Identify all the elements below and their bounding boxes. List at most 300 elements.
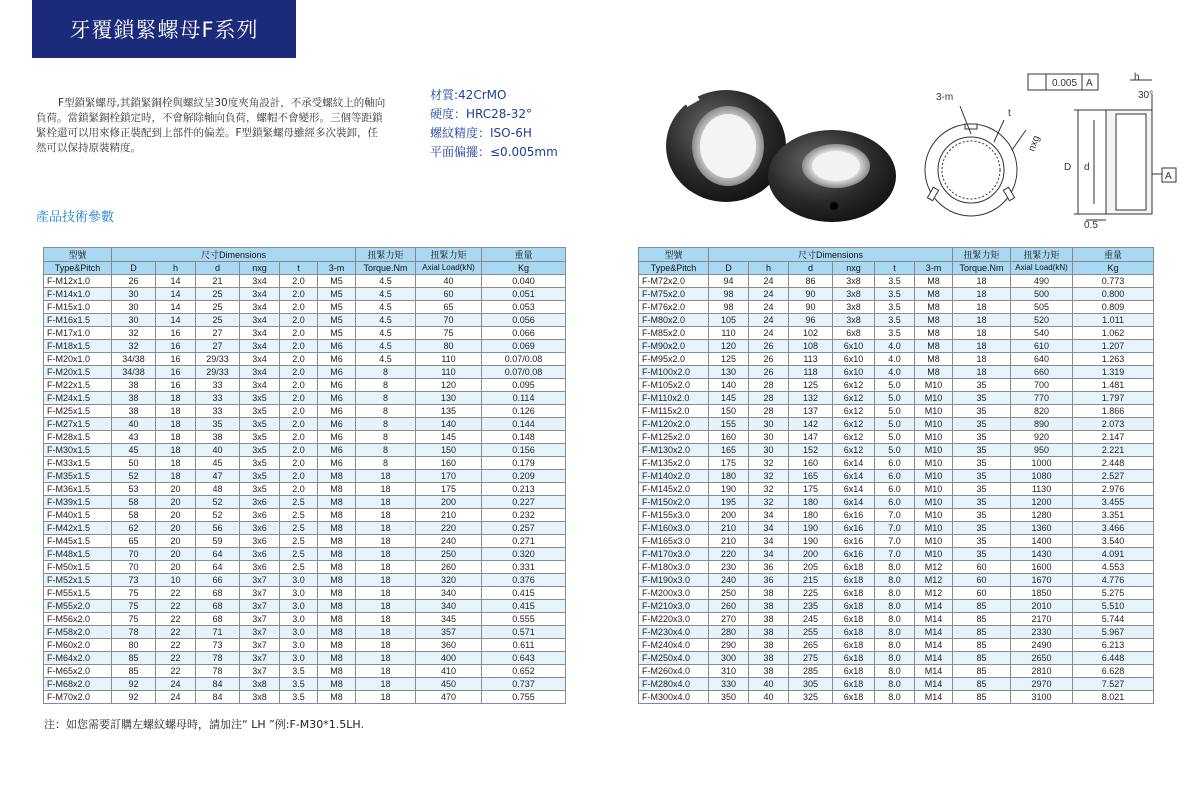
cell-t: 8.0 [875, 626, 915, 639]
cell-D: 125 [709, 353, 749, 366]
cell-D: 210 [709, 535, 749, 548]
cell-torque: 8 [356, 379, 416, 392]
cell-weight: 0.07/0.08 [482, 366, 566, 379]
cell-d: 33 [196, 379, 240, 392]
cell-axial: 1080 [1011, 470, 1073, 483]
cell-3m: M10 [915, 535, 953, 548]
cell-h: 16 [156, 353, 196, 366]
cell-nxg: 6x18 [833, 574, 875, 587]
cell-weight: 0.271 [482, 535, 566, 548]
table-row [639, 613, 1154, 626]
cell-model: F-M60x2.0 [44, 639, 112, 652]
cell-weight: 3.466 [1073, 522, 1154, 535]
cell-3m: M10 [915, 431, 953, 444]
cell-nxg: 6x12 [833, 392, 875, 405]
cell-weight: 1.207 [1073, 340, 1154, 353]
cell-torque: 35 [953, 392, 1011, 405]
cell-h: 34 [749, 509, 789, 522]
cell-model: F-M24x1.5 [44, 392, 112, 405]
cell-nxg: 6x16 [833, 509, 875, 522]
table-row [639, 665, 1154, 678]
cell-D: 80 [112, 639, 156, 652]
cell-axial: 890 [1011, 418, 1073, 431]
cell-model: F-M48x1.5 [44, 548, 112, 561]
cell-torque: 18 [356, 470, 416, 483]
cell-t: 5.0 [875, 418, 915, 431]
cell-weight: 0.069 [482, 340, 566, 353]
th-axial: 扭緊力矩 [416, 248, 482, 262]
cell-nxg: 6x16 [833, 535, 875, 548]
cell-axial: 140 [416, 418, 482, 431]
cell-axial: 340 [416, 587, 482, 600]
cell-t: 2.0 [280, 340, 318, 353]
th-D: D [709, 262, 749, 275]
table-row [639, 444, 1154, 457]
cell-D: 92 [112, 691, 156, 704]
table-row [44, 600, 566, 613]
cell-model: F-M30x1.5 [44, 444, 112, 457]
cell-h: 30 [749, 418, 789, 431]
cell-model: F-M76x2.0 [639, 301, 709, 314]
cell-weight: 0.800 [1073, 288, 1154, 301]
cell-nxg: 3x6 [240, 561, 280, 574]
cell-h: 38 [749, 613, 789, 626]
cell-nxg: 6x18 [833, 652, 875, 665]
table-row [44, 405, 566, 418]
th-torque-unit: Torque.Nm [356, 262, 416, 275]
cell-D: 250 [709, 587, 749, 600]
table-row [44, 678, 566, 691]
table-row [639, 678, 1154, 691]
cell-3m: M8 [318, 626, 356, 639]
table-row [44, 561, 566, 574]
cell-nxg: 6x12 [833, 418, 875, 431]
cell-weight: 1.866 [1073, 405, 1154, 418]
label-D: D [1064, 162, 1072, 173]
cell-axial: 2970 [1011, 678, 1073, 691]
cell-h: 14 [156, 301, 196, 314]
cell-D: 26 [112, 275, 156, 288]
cell-axial: 2330 [1011, 626, 1073, 639]
cell-torque: 18 [356, 483, 416, 496]
cell-weight: 0.611 [482, 639, 566, 652]
intro-paragraph: F型鎖緊螺母,其鎖緊銅栓與螺紋呈30度夾角設計，不承受螺紋上的軸向負荷。當鎖緊銅栓鎖定時，不會解除軸向負荷，螺帽不會變形。三個等距鎖緊栓還可以用來修正裝配到上部件的偏差。F型鎖緊螺母雖經多次裝卸，任然可以保持原裝精度。 [36, 97, 386, 154]
cell-axial: 260 [416, 561, 482, 574]
cell-axial: 1280 [1011, 509, 1073, 522]
spec-thread-accuracy: 螺紋精度：ISO-6H [430, 126, 532, 140]
cell-torque: 85 [953, 600, 1011, 613]
cell-torque: 4.5 [356, 288, 416, 301]
cell-3m: M14 [915, 613, 953, 626]
cell-model: F-M12x1.0 [44, 275, 112, 288]
cell-torque: 85 [953, 626, 1011, 639]
cell-D: 38 [112, 379, 156, 392]
table-row [639, 639, 1154, 652]
cell-torque: 4.5 [356, 327, 416, 340]
cell-nxg: 6x12 [833, 444, 875, 457]
cell-nxg: 6x18 [833, 561, 875, 574]
table-row [44, 509, 566, 522]
cell-t: 7.0 [875, 535, 915, 548]
cell-model: F-M50x1.5 [44, 561, 112, 574]
cell-t: 3.0 [280, 587, 318, 600]
th-axial-unit: Axial Load(kN) [416, 262, 482, 275]
cell-h: 18 [156, 431, 196, 444]
cell-nxg: 3x4 [240, 275, 280, 288]
cell-torque: 35 [953, 522, 1011, 535]
cell-torque: 18 [356, 678, 416, 691]
cell-D: 50 [112, 457, 156, 470]
cell-3m: M6 [318, 353, 356, 366]
cell-t: 6.0 [875, 457, 915, 470]
cell-t: 3.5 [875, 327, 915, 340]
cell-h: 18 [156, 470, 196, 483]
cell-weight: 5.967 [1073, 626, 1154, 639]
cell-d: 142 [789, 418, 833, 431]
footnote: 注：如您需要訂購左螺紋螺母時，請加注“ LH ”例:F-M30*1.5LH. [44, 718, 364, 731]
cell-torque: 8 [356, 431, 416, 444]
cell-model: F-M130x2.0 [639, 444, 709, 457]
cell-3m: M6 [318, 431, 356, 444]
cell-nxg: 3x8 [833, 288, 875, 301]
cell-t: 3.0 [280, 600, 318, 613]
cell-t: 4.0 [875, 353, 915, 366]
cell-axial: 65 [416, 301, 482, 314]
cell-model: F-M70x2.0 [44, 691, 112, 704]
cell-torque: 18 [356, 665, 416, 678]
cell-t: 6.0 [875, 483, 915, 496]
cell-weight: 6.213 [1073, 639, 1154, 652]
cell-D: 38 [112, 392, 156, 405]
cell-weight: 0.056 [482, 314, 566, 327]
cell-axial: 340 [416, 600, 482, 613]
cell-d: 165 [789, 470, 833, 483]
cell-axial: 700 [1011, 379, 1073, 392]
cell-weight: 2.448 [1073, 457, 1154, 470]
cell-h: 24 [156, 678, 196, 691]
th-type-pitch: Type&Pitch [44, 262, 112, 275]
cell-axial: 320 [416, 574, 482, 587]
cell-weight: 8.021 [1073, 691, 1154, 704]
cell-nxg: 6x10 [833, 340, 875, 353]
cell-h: 28 [749, 405, 789, 418]
cell-h: 16 [156, 379, 196, 392]
table-row [44, 340, 566, 353]
cell-axial: 820 [1011, 405, 1073, 418]
cell-h: 20 [156, 548, 196, 561]
cell-d: 73 [196, 639, 240, 652]
cell-model: F-M52x1.5 [44, 574, 112, 587]
cell-h: 14 [156, 314, 196, 327]
cell-axial: 2490 [1011, 639, 1073, 652]
cell-D: 310 [709, 665, 749, 678]
table-row [639, 275, 1154, 288]
cell-t: 2.0 [280, 418, 318, 431]
cell-D: 75 [112, 613, 156, 626]
cell-axial: 1130 [1011, 483, 1073, 496]
cell-axial: 110 [416, 366, 482, 379]
cell-d: 27 [196, 327, 240, 340]
cell-t: 3.5 [875, 288, 915, 301]
cell-3m: M10 [915, 483, 953, 496]
material-specs [430, 86, 558, 162]
cell-d: 152 [789, 444, 833, 457]
cell-D: 30 [112, 314, 156, 327]
label-3m: 3-m [936, 92, 954, 103]
cell-3m: M8 [915, 340, 953, 353]
th-d: d [789, 262, 833, 275]
cell-3m: M6 [318, 405, 356, 418]
cell-model: F-M36x1.5 [44, 483, 112, 496]
cell-D: 58 [112, 496, 156, 509]
cell-nxg: 3x6 [240, 548, 280, 561]
cell-t: 2.0 [280, 288, 318, 301]
table-row [44, 483, 566, 496]
cell-3m: M8 [915, 275, 953, 288]
cell-d: 29/33 [196, 366, 240, 379]
cell-h: 18 [156, 444, 196, 457]
cell-d: 38 [196, 431, 240, 444]
cell-3m: M10 [915, 379, 953, 392]
th-torque: 扭緊力矩 [953, 248, 1011, 262]
cell-torque: 18 [953, 340, 1011, 353]
page-title: 牙覆鎖緊螺母F系列 [32, 0, 296, 58]
cell-nxg: 6x8 [833, 327, 875, 340]
cell-D: 190 [709, 483, 749, 496]
cell-D: 85 [112, 665, 156, 678]
cell-weight: 1.263 [1073, 353, 1154, 366]
cell-D: 52 [112, 470, 156, 483]
cell-model: F-M65x2.0 [44, 665, 112, 678]
cell-weight: 5.744 [1073, 613, 1154, 626]
cell-axial: 135 [416, 405, 482, 418]
cell-t: 2.0 [280, 444, 318, 457]
cell-nxg: 3x7 [240, 600, 280, 613]
cell-weight: 0.376 [482, 574, 566, 587]
cell-D: 220 [709, 548, 749, 561]
cell-model: F-M20x1.5 [44, 366, 112, 379]
cell-axial: 490 [1011, 275, 1073, 288]
cell-torque: 4.5 [356, 314, 416, 327]
cell-nxg: 6x18 [833, 665, 875, 678]
cell-weight: 0.737 [482, 678, 566, 691]
table-row [639, 457, 1154, 470]
table-row [44, 574, 566, 587]
cell-h: 24 [749, 275, 789, 288]
cell-3m: M14 [915, 600, 953, 613]
cell-d: 68 [196, 600, 240, 613]
spec-material: 材質:42CrMO [430, 88, 507, 102]
cell-d: 68 [196, 587, 240, 600]
cell-model: F-M170x3.0 [639, 548, 709, 561]
cell-d: 66 [196, 574, 240, 587]
cell-weight: 0.232 [482, 509, 566, 522]
cell-model: F-M200x3.0 [639, 587, 709, 600]
cell-nxg: 3x4 [240, 366, 280, 379]
cell-model: F-M75x2.0 [639, 288, 709, 301]
cell-h: 38 [749, 587, 789, 600]
table-row [639, 301, 1154, 314]
cell-3m: M8 [318, 483, 356, 496]
cell-h: 36 [749, 561, 789, 574]
cell-nxg: 3x5 [240, 431, 280, 444]
cell-model: F-M17x1.0 [44, 327, 112, 340]
cell-3m: M8 [318, 691, 356, 704]
cell-t: 7.0 [875, 509, 915, 522]
cell-3m: M8 [318, 600, 356, 613]
cell-weight: 0.126 [482, 405, 566, 418]
cell-torque: 85 [953, 678, 1011, 691]
cell-axial: 75 [416, 327, 482, 340]
cell-t: 2.5 [280, 522, 318, 535]
label-A: A [1165, 171, 1172, 182]
cell-model: F-M140x2.0 [639, 470, 709, 483]
cell-h: 28 [749, 379, 789, 392]
cell-h: 18 [156, 457, 196, 470]
cell-d: 64 [196, 561, 240, 574]
cell-model: F-M28x1.5 [44, 431, 112, 444]
cell-nxg: 6x12 [833, 405, 875, 418]
cell-d: 52 [196, 509, 240, 522]
cell-t: 3.5 [280, 665, 318, 678]
cell-nxg: 6x18 [833, 587, 875, 600]
cell-3m: M8 [318, 587, 356, 600]
cell-nxg: 3x4 [240, 288, 280, 301]
cell-t: 8.0 [875, 678, 915, 691]
cell-D: 32 [112, 340, 156, 353]
cell-torque: 35 [953, 470, 1011, 483]
cell-axial: 40 [416, 275, 482, 288]
cell-weight: 2.976 [1073, 483, 1154, 496]
cell-axial: 2170 [1011, 613, 1073, 626]
cell-h: 24 [156, 691, 196, 704]
cell-h: 20 [156, 522, 196, 535]
cell-axial: 640 [1011, 353, 1073, 366]
cell-t: 2.0 [280, 392, 318, 405]
cell-t: 7.0 [875, 548, 915, 561]
cell-h: 26 [749, 353, 789, 366]
cell-model: F-M165x3.0 [639, 535, 709, 548]
cell-3m: M8 [318, 665, 356, 678]
cell-t: 8.0 [875, 639, 915, 652]
cell-3m: M14 [915, 678, 953, 691]
table-row [639, 314, 1154, 327]
cell-weight: 0.755 [482, 691, 566, 704]
cell-weight: 3.540 [1073, 535, 1154, 548]
cell-torque: 18 [953, 353, 1011, 366]
table-row [639, 483, 1154, 496]
cell-t: 5.0 [875, 405, 915, 418]
cell-model: F-M125x2.0 [639, 431, 709, 444]
cell-3m: M10 [915, 470, 953, 483]
side-view [1074, 80, 1168, 220]
cell-t: 6.0 [875, 470, 915, 483]
cell-h: 20 [156, 561, 196, 574]
cell-axial: 520 [1011, 314, 1073, 327]
label-t: t [1008, 108, 1011, 119]
cell-nxg: 3x5 [240, 392, 280, 405]
cell-h: 32 [749, 496, 789, 509]
cell-D: 38 [112, 405, 156, 418]
table-row [44, 665, 566, 678]
cell-t: 3.0 [280, 626, 318, 639]
cell-h: 14 [156, 288, 196, 301]
cell-axial: 3100 [1011, 691, 1073, 704]
cell-D: 210 [709, 522, 749, 535]
cell-D: 98 [709, 288, 749, 301]
cell-weight: 2.147 [1073, 431, 1154, 444]
cell-axial: 2810 [1011, 665, 1073, 678]
cell-torque: 85 [953, 652, 1011, 665]
cell-weight: 0.144 [482, 418, 566, 431]
cell-d: 147 [789, 431, 833, 444]
cell-3m: M8 [318, 496, 356, 509]
cell-axial: 120 [416, 379, 482, 392]
cell-t: 2.5 [280, 535, 318, 548]
cell-3m: M5 [318, 314, 356, 327]
cell-model: F-M90x2.0 [639, 340, 709, 353]
cell-D: 160 [709, 431, 749, 444]
cell-h: 24 [749, 327, 789, 340]
th-d: d [196, 262, 240, 275]
table-row [639, 431, 1154, 444]
cell-3m: M6 [318, 457, 356, 470]
cell-torque: 18 [356, 587, 416, 600]
cell-d: 255 [789, 626, 833, 639]
cell-model: F-M35x1.5 [44, 470, 112, 483]
cell-D: 240 [709, 574, 749, 587]
table-row [44, 392, 566, 405]
cell-D: 145 [709, 392, 749, 405]
th-torque-unit: Torque.Nm [953, 262, 1011, 275]
cell-model: F-M230x4.0 [639, 626, 709, 639]
cell-d: 68 [196, 613, 240, 626]
cell-nxg: 3x7 [240, 626, 280, 639]
cell-D: 30 [112, 301, 156, 314]
cell-model: F-M95x2.0 [639, 353, 709, 366]
cell-nxg: 3x6 [240, 496, 280, 509]
label-d: d [1084, 162, 1090, 173]
cell-weight: 4.776 [1073, 574, 1154, 587]
cell-3m: M8 [915, 366, 953, 379]
label-nxg: nxg [1026, 134, 1043, 154]
cell-torque: 4.5 [356, 301, 416, 314]
cell-axial: 1850 [1011, 587, 1073, 600]
cell-weight: 4.553 [1073, 561, 1154, 574]
cell-h: 20 [156, 535, 196, 548]
cell-axial: 240 [416, 535, 482, 548]
cell-model: F-M100x2.0 [639, 366, 709, 379]
cell-axial: 200 [416, 496, 482, 509]
th-weight: 重量 [1073, 248, 1154, 262]
cell-nxg: 3x4 [240, 353, 280, 366]
cell-t: 5.0 [875, 379, 915, 392]
cell-axial: 1430 [1011, 548, 1073, 561]
th-3m: 3-m [915, 262, 953, 275]
cell-d: 90 [789, 301, 833, 314]
cell-3m: M8 [318, 535, 356, 548]
cell-3m: M8 [318, 561, 356, 574]
cell-axial: 950 [1011, 444, 1073, 457]
cell-nxg: 3x4 [240, 379, 280, 392]
cell-3m: M14 [915, 665, 953, 678]
cell-D: 290 [709, 639, 749, 652]
table-row [44, 691, 566, 704]
table-row [44, 288, 566, 301]
table-row [44, 431, 566, 444]
cell-nxg: 6x12 [833, 431, 875, 444]
cell-t: 3.5 [875, 314, 915, 327]
